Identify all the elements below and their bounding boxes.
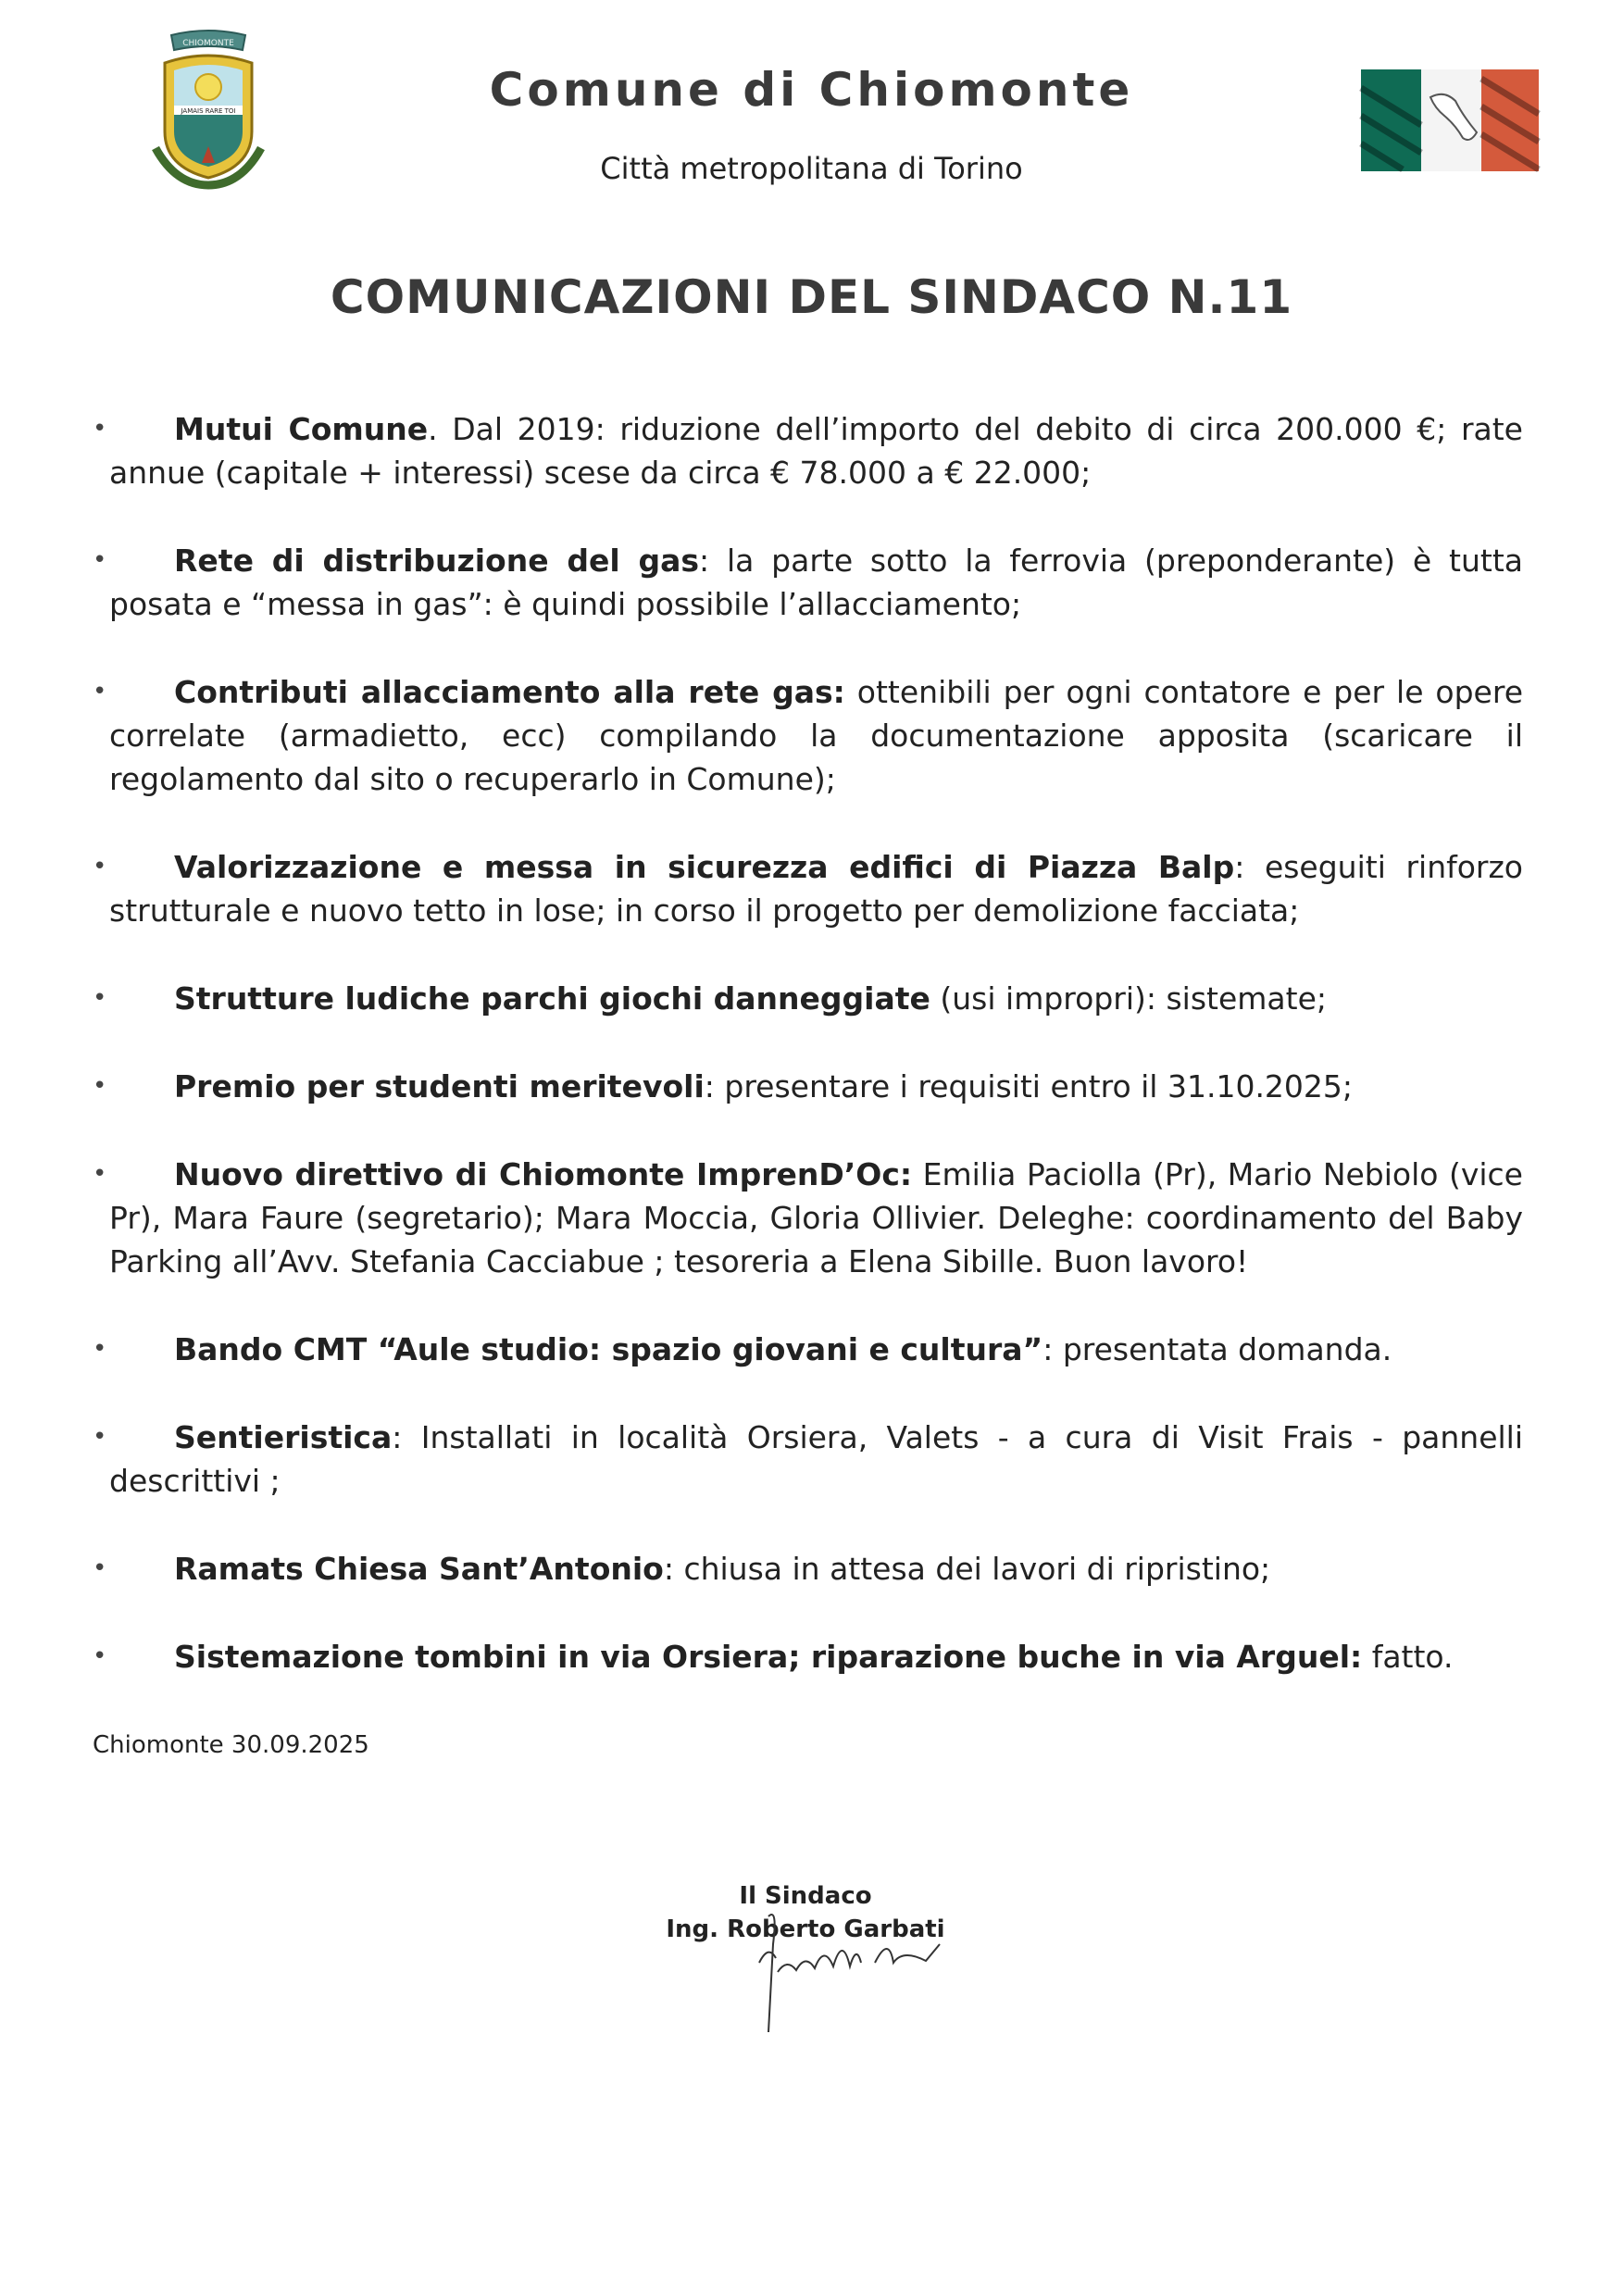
item-text: : presentata domanda. bbox=[1042, 1331, 1392, 1367]
item-lead: Ramats Chiesa Sant’Antonio bbox=[174, 1551, 664, 1587]
list-item bbox=[93, 1547, 1523, 1591]
list-item bbox=[93, 1065, 1523, 1108]
item-lead: Nuovo direttivo di Chiomonte ImprenD’Oc: bbox=[174, 1156, 913, 1192]
communications-list bbox=[93, 407, 1523, 1678]
bullet-icon: • bbox=[93, 984, 107, 1012]
item-lead: Sentieristica bbox=[174, 1419, 393, 1455]
handwritten-signature-icon bbox=[741, 1907, 954, 2037]
municipality-subtitle: Città metropolitana di Torino bbox=[600, 151, 1023, 186]
bullet-icon: • bbox=[93, 1423, 107, 1451]
bullet-icon: • bbox=[93, 853, 107, 880]
signer-name: Ing. Roberto Garbati bbox=[666, 1915, 945, 1943]
item-text: . Dal 2019: riduzione dell’importo del debito di circa 200.000 €; rate annue (capitale + interessi) scese da circa € 78.000 a € 22.000; bbox=[109, 411, 1523, 491]
crest-label: CHIOMONTE bbox=[182, 39, 234, 48]
bullet-icon: • bbox=[93, 546, 107, 574]
list-item bbox=[93, 977, 1523, 1020]
crest-motto: JAMAIS RARE TOI bbox=[181, 107, 236, 115]
bullet-icon: • bbox=[93, 1642, 107, 1670]
item-text: : presentare i requisiti entro il 31.10.2025; bbox=[704, 1068, 1354, 1104]
item-text: : eseguiti rinforzo strutturale e nuovo tetto in lose; in corso il progetto per demolizione facciata; bbox=[109, 849, 1523, 929]
list-item bbox=[93, 845, 1523, 932]
item-text: Emilia Paciolla (Pr), Mario Nebiolo (vice Pr), Mara Faure (segretario); Mara Moccia, Gloria Ollivier. Deleghe: coordinamento del Baby Parking all’Avv. Stefania Cacciabue ; tesoreria a Elena Sibille. Buon lavoro! bbox=[109, 1156, 1523, 1279]
item-text: : Installati in località Orsiera, Valets - a cura di Visit Frais - pannelli descrittivi ; bbox=[109, 1419, 1523, 1499]
municipality-name: Comune di Chiomonte bbox=[489, 63, 1134, 117]
item-text: (usi impropri): sistemate; bbox=[930, 980, 1328, 1017]
bullet-icon: • bbox=[93, 1335, 107, 1363]
list-item bbox=[93, 407, 1523, 494]
list-item bbox=[93, 1635, 1523, 1678]
list-item bbox=[93, 1416, 1523, 1503]
document-title: COMUNICAZIONI DEL SINDACO N.11 bbox=[330, 270, 1293, 324]
bullet-icon: • bbox=[93, 1160, 107, 1188]
item-text: : la parte sotto la ferrovia (preponderante) è tutta posata e “messa in gas”: è quindi possibile l’allacciamento; bbox=[109, 543, 1523, 622]
list-item bbox=[93, 539, 1523, 626]
item-lead: Rete di distribuzione del gas bbox=[174, 543, 700, 579]
place-date: Chiomonte 30.09.2025 bbox=[93, 1731, 369, 1759]
item-lead: Strutture ludiche parchi giochi danneggiate bbox=[174, 980, 930, 1017]
item-lead: Sistemazione tombini in via Orsiera; riparazione buche in via Arguel: bbox=[174, 1639, 1363, 1675]
item-lead: Bando CMT “Aule studio: spazio giovani e cultura” bbox=[174, 1331, 1043, 1367]
item-lead: Premio per studenti meritevoli bbox=[174, 1068, 705, 1104]
item-lead: Mutui Comune bbox=[174, 411, 429, 447]
list-item bbox=[93, 1328, 1523, 1371]
item-lead: Contributi allacciamento alla rete gas: bbox=[174, 674, 845, 710]
signer-role: Il Sindaco bbox=[739, 1882, 872, 1910]
bullet-icon: • bbox=[93, 1554, 107, 1582]
bullet-icon: • bbox=[93, 1072, 107, 1100]
list-item bbox=[93, 670, 1523, 801]
item-lead: Valorizzazione e messa in sicurezza edifici di Piazza Balp bbox=[174, 849, 1235, 885]
item-text: ottenibili per ogni contatore e per le opere correlate (armadietto, ecc) compilando la documentazione apposita (scaricare il regolamento dal sito o recuperarlo in Comune); bbox=[109, 674, 1523, 797]
bullet-icon: • bbox=[93, 415, 107, 443]
item-text: fatto. bbox=[1362, 1639, 1454, 1675]
item-text: : chiusa in attesa dei lavori di ripristino; bbox=[663, 1551, 1271, 1587]
bullet-icon: • bbox=[93, 678, 107, 705]
list-item bbox=[93, 1153, 1523, 1283]
